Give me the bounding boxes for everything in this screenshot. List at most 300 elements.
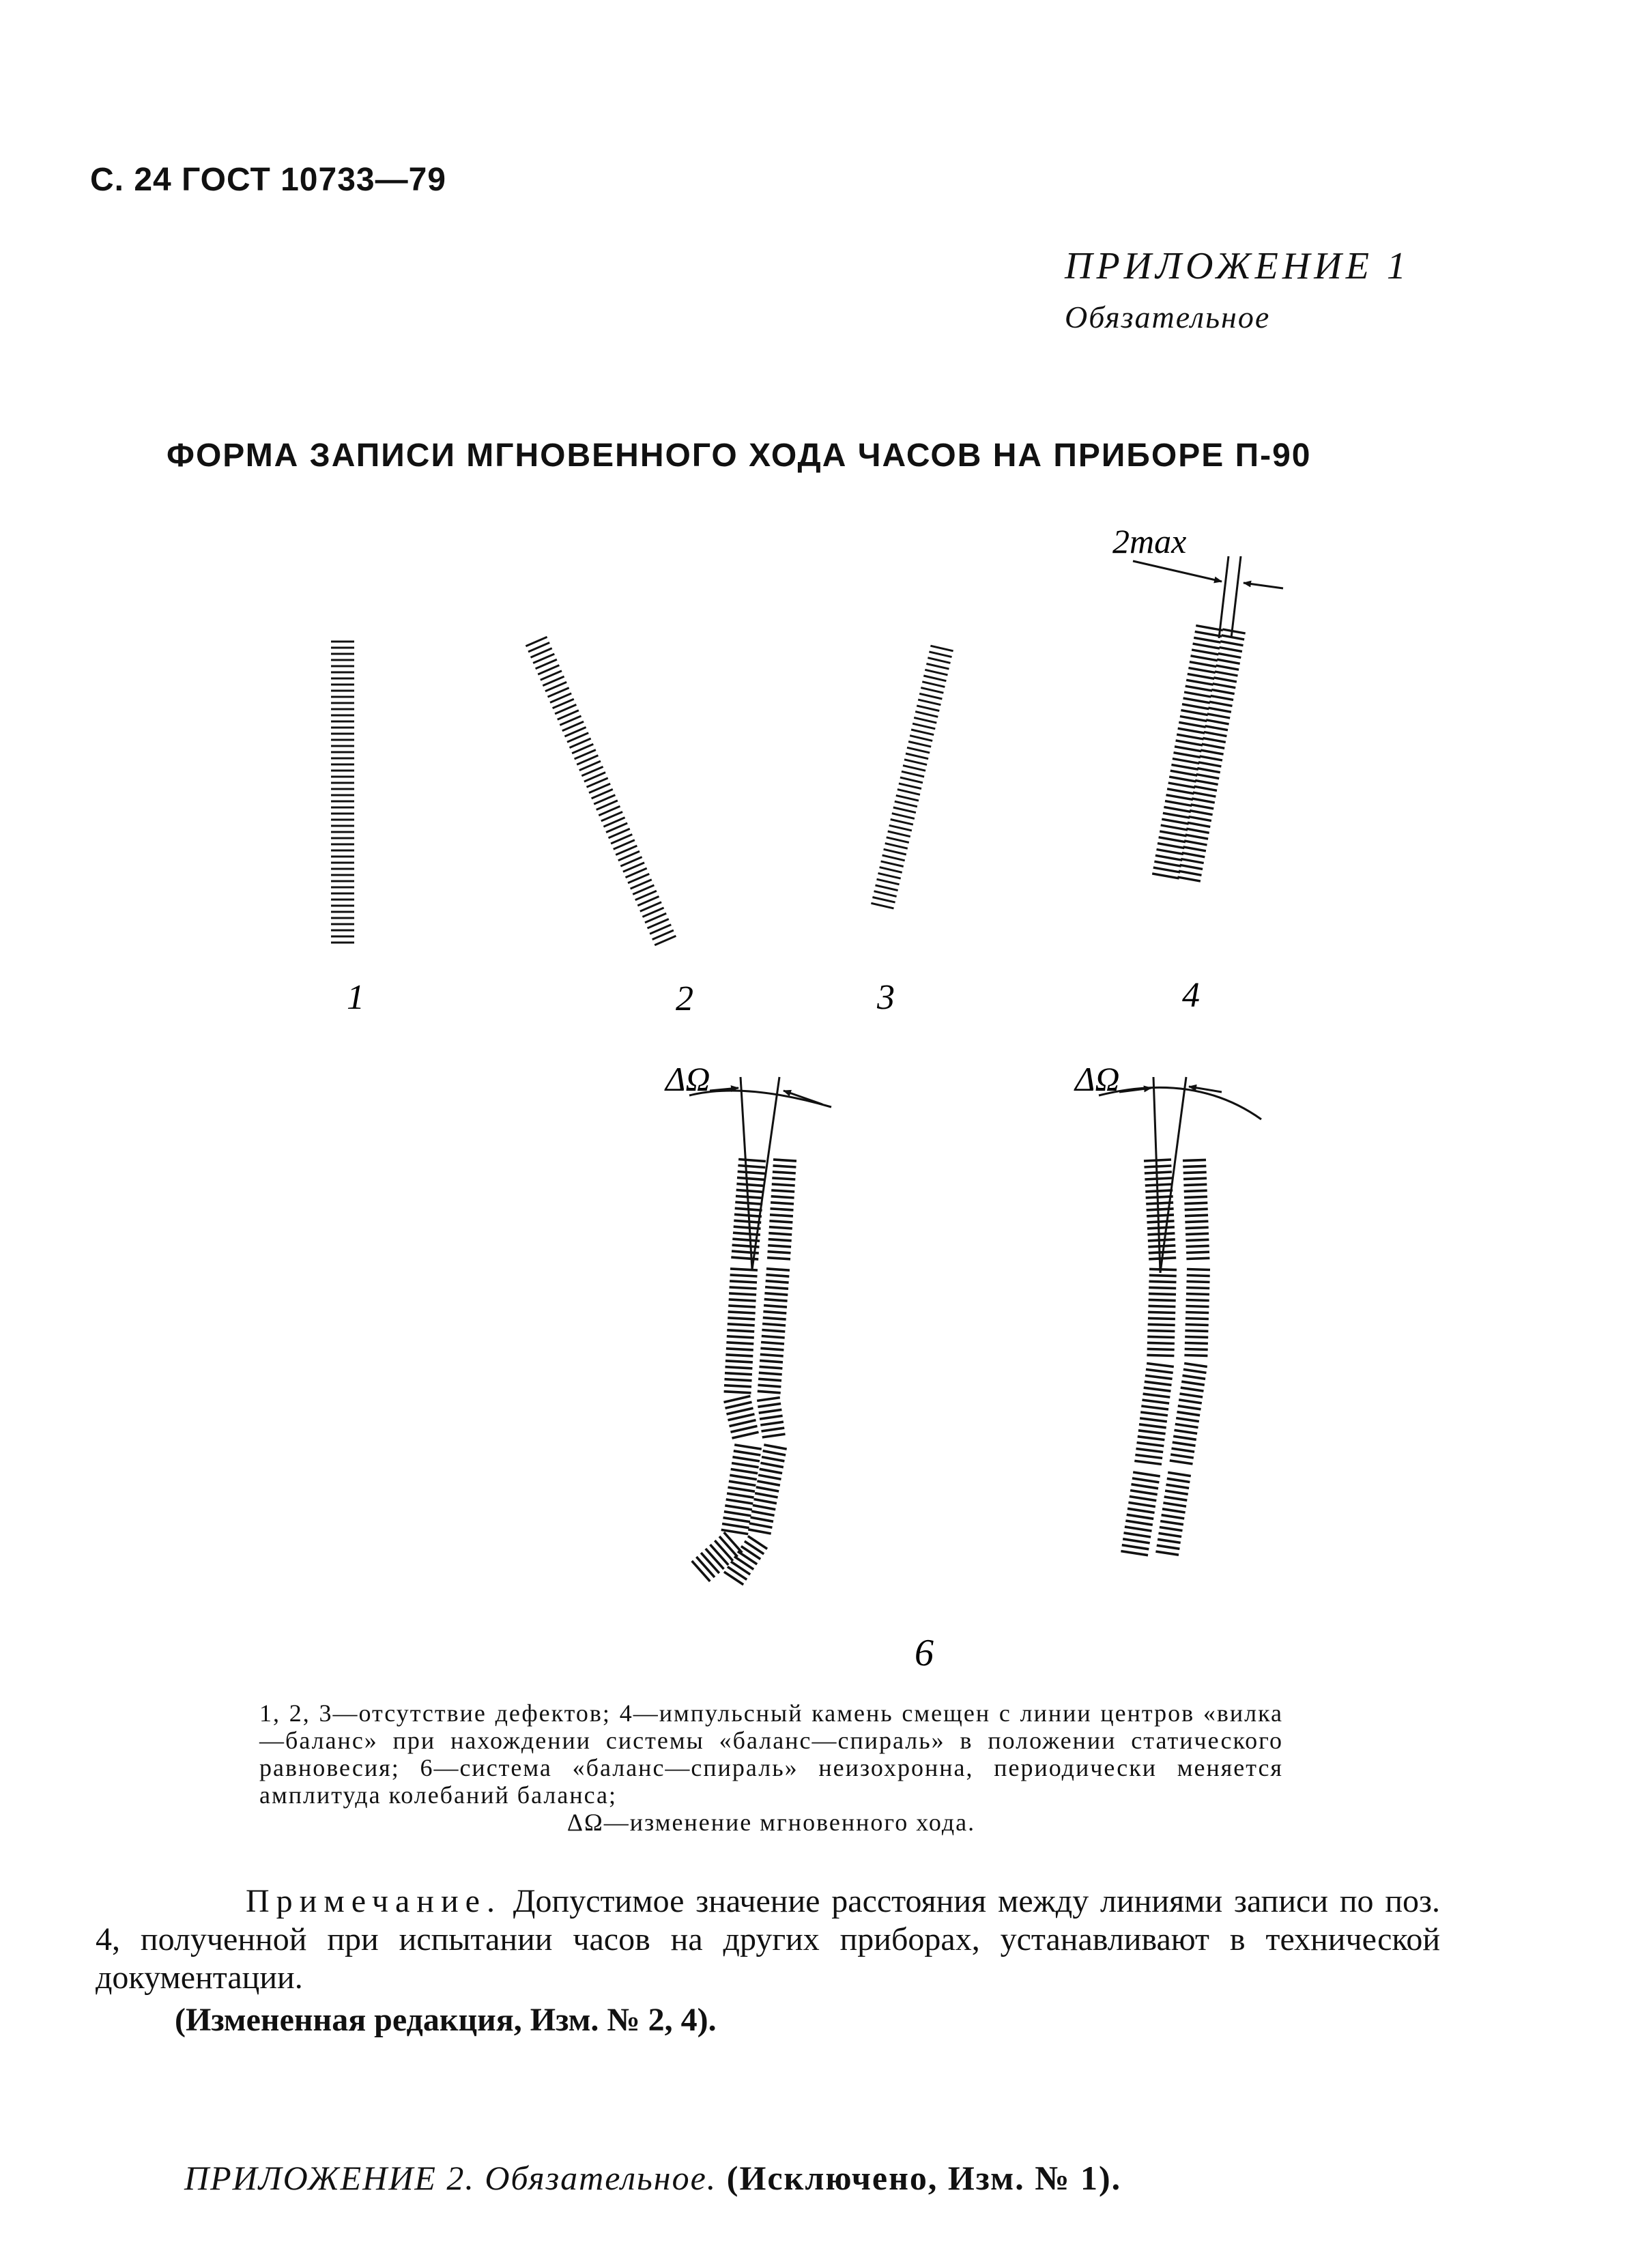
- trace-tick: [1213, 684, 1236, 688]
- trace-tick: [764, 1293, 788, 1295]
- note-text: Допустимое значение расстояния между линиями записи по поз. 4, полученной при испытании часов на других приборах, устанавливают в технической документации.: [96, 1883, 1441, 1996]
- page-header: С. 24 ГОСТ 10733—79: [90, 162, 446, 198]
- appendix2-line: [184, 2158, 1121, 2198]
- trace-tick: [911, 730, 934, 735]
- trace-tick: [1193, 644, 1220, 648]
- trace-tick: [878, 873, 901, 878]
- trace-tick: [724, 1532, 743, 1553]
- trace-tick: [919, 693, 942, 699]
- trace-tick: [751, 1517, 773, 1521]
- trace-tick: [1185, 1343, 1208, 1344]
- trace-tick: [917, 706, 939, 711]
- trace-tick: [1193, 792, 1216, 796]
- trace-tick: [1186, 686, 1212, 691]
- appendix2-title: ПРИЛОЖЕНИЕ 2. Обязательное.: [184, 2159, 717, 2197]
- trace-tick: [929, 652, 951, 657]
- trace-tick: [719, 1536, 738, 1557]
- trace-tick: [771, 1209, 794, 1210]
- note-paragraph: [96, 1882, 1440, 1997]
- trace-tick: [736, 1183, 764, 1186]
- trace-tick: [758, 1385, 781, 1387]
- trace-tick: [874, 891, 897, 897]
- trace-tick: [730, 1420, 756, 1426]
- trace-tick: [895, 801, 917, 807]
- trace-tick: [1149, 1281, 1177, 1282]
- trace-tick: [881, 861, 904, 867]
- label-delta-omega-right: ΔΩ: [1075, 1060, 1120, 1098]
- trace-tick: [710, 1545, 729, 1565]
- record-label-2: 2: [676, 979, 693, 1018]
- trace-tick: [724, 1572, 743, 1585]
- trace-tick: [1183, 698, 1210, 703]
- trace-tick: [715, 1540, 733, 1561]
- trace-tick: [730, 1275, 758, 1276]
- trace-tick: [727, 1493, 754, 1497]
- trace-tick: [1155, 855, 1182, 860]
- trace-tick: [1132, 1484, 1159, 1489]
- trace-tick: [1186, 835, 1208, 839]
- trace-tick: [1147, 1227, 1175, 1229]
- trace-tick: [1170, 1461, 1193, 1464]
- trace-tick: [1181, 1388, 1204, 1391]
- trace-tick: [751, 1511, 774, 1515]
- trace-tick: [1162, 819, 1188, 824]
- trace-tick: [1163, 1503, 1186, 1506]
- trace-tick: [896, 795, 919, 801]
- trace-tick: [768, 1246, 791, 1247]
- trace-tick: [729, 1300, 756, 1301]
- label-2max: 2max: [1112, 522, 1187, 560]
- trace-tick: [1147, 1336, 1175, 1337]
- trace-tick: [1162, 1515, 1185, 1519]
- trace-tick: [758, 1391, 781, 1393]
- trace-tick: [768, 1233, 792, 1235]
- trace-tick: [1200, 756, 1222, 760]
- trace-tick: [1155, 1551, 1179, 1555]
- record-traces: [331, 626, 1246, 1585]
- trace-tick: [769, 1221, 792, 1222]
- trace-tick: [726, 1349, 753, 1350]
- trace-tick: [872, 898, 895, 903]
- trace-tick: [871, 903, 893, 908]
- trace-tick: [1196, 775, 1220, 779]
- trace-tick: [738, 1551, 757, 1564]
- trace-tick: [906, 753, 928, 759]
- trace-tick: [1137, 1443, 1164, 1446]
- trace-tick: [1194, 786, 1218, 790]
- trace-tick: [1185, 1221, 1208, 1222]
- trace-tick: [1176, 741, 1203, 745]
- trace-tick: [770, 1215, 793, 1216]
- trace-tick: [1211, 690, 1235, 694]
- trace-tick: [724, 1386, 751, 1387]
- trace-tick: [1163, 813, 1190, 818]
- trace-tick: [1183, 1369, 1207, 1373]
- trace-tick: [762, 1457, 784, 1461]
- trace-tick: [1211, 695, 1234, 700]
- trace-tick: [1183, 847, 1206, 851]
- trace-tick: [756, 1487, 779, 1491]
- trace-tick: [1178, 1406, 1201, 1409]
- trace-tick: [771, 1190, 794, 1192]
- trace-tick: [1178, 728, 1205, 733]
- trace-tick: [701, 1553, 719, 1573]
- trace-tick: [725, 1367, 753, 1368]
- trace-tick: [725, 1379, 752, 1381]
- trace-tick: [706, 1549, 724, 1569]
- record-label-3: 3: [877, 978, 895, 1017]
- trace-tick: [1218, 653, 1241, 657]
- trace-tick: [1160, 1527, 1183, 1531]
- trace-tick: [930, 646, 953, 651]
- trace-tick: [907, 747, 930, 753]
- trace-tick: [1148, 1318, 1175, 1319]
- trace-tick: [1169, 777, 1196, 781]
- trace-tick: [1186, 680, 1213, 685]
- trace-tick: [1220, 642, 1243, 646]
- trace-tick: [1145, 1172, 1172, 1173]
- trace-tick: [900, 777, 923, 783]
- trace-tick: [771, 1196, 794, 1198]
- trace-tick: [725, 1355, 753, 1356]
- trace-tick: [1147, 1221, 1175, 1222]
- trace-tick: [763, 1318, 786, 1320]
- trace-tick: [1168, 1472, 1191, 1476]
- trace-tick: [1188, 674, 1214, 678]
- trace-tick: [1167, 1478, 1190, 1482]
- trace-tick: [1152, 874, 1179, 878]
- trace-tick: [722, 1524, 749, 1528]
- trace-tick: [1192, 650, 1218, 655]
- trace-tick: [1186, 1294, 1209, 1295]
- trace-tick: [758, 1379, 781, 1381]
- trace-tick: [1198, 762, 1222, 766]
- trace-tick: [882, 855, 905, 861]
- trace-tick: [762, 1324, 786, 1326]
- caption-text-last: ΔΩ—изменение мгновенного хода.: [566, 1809, 976, 1836]
- trace-tick: [1213, 678, 1237, 682]
- trace-tick: [728, 1312, 756, 1313]
- trace-tick: [1168, 783, 1195, 788]
- figure-caption: [259, 1699, 1283, 1836]
- trace-tick: [1181, 710, 1207, 715]
- appendix-status: Обязательное: [1065, 300, 1271, 334]
- trace-tick: [748, 1530, 771, 1534]
- trace-tick: [728, 1306, 756, 1307]
- trace-tick: [1138, 1437, 1165, 1440]
- trace-tick: [1144, 1160, 1171, 1161]
- trace-tick: [760, 1469, 782, 1473]
- trace-tick: [1170, 771, 1197, 775]
- trace-tick: [734, 1451, 761, 1455]
- trace-tick: [1138, 1431, 1166, 1434]
- trace-tick: [754, 1499, 777, 1504]
- trace-tick: [1145, 1184, 1173, 1186]
- trace-tick: [1183, 1184, 1207, 1185]
- trace-tick: [1125, 1521, 1153, 1525]
- trace-tick: [726, 1499, 753, 1504]
- trace-tick: [1141, 1406, 1168, 1409]
- trace-tick: [928, 658, 950, 663]
- trace-tick: [729, 1481, 756, 1485]
- trace-tick: [1177, 877, 1201, 881]
- trace-tick: [1185, 1349, 1208, 1350]
- trace-tick: [1186, 1306, 1209, 1307]
- trace-tick: [1170, 1454, 1194, 1458]
- label-delta-omega-left: ΔΩ: [665, 1060, 710, 1098]
- trace-tick: [1186, 1288, 1209, 1289]
- trace-tick: [1176, 1418, 1199, 1422]
- trace-tick: [897, 790, 920, 795]
- trace-tick: [758, 1404, 781, 1407]
- trace-tick: [1135, 1455, 1162, 1459]
- trace-tick: [1192, 799, 1215, 803]
- appendix-title: ПРИЛОЖЕНИЕ 1: [1065, 245, 1410, 287]
- trace-tick: [1160, 831, 1186, 836]
- trace-tick: [913, 723, 935, 729]
- trace-tick: [1186, 1239, 1209, 1240]
- trace-tick: [1195, 631, 1222, 636]
- trace-tick: [725, 1506, 752, 1510]
- trace-tick: [1172, 1448, 1195, 1452]
- trace-tick: [1147, 1215, 1174, 1216]
- trace-tick: [1196, 626, 1222, 631]
- trace-tick: [1183, 1178, 1207, 1179]
- trace-tick: [887, 837, 909, 843]
- trace-tick: [1161, 825, 1188, 830]
- trace-tick: [1220, 648, 1242, 652]
- trace-tick: [1180, 865, 1203, 869]
- trace-tick: [1186, 1233, 1209, 1234]
- trace-tick: [899, 784, 921, 789]
- trace-tick: [760, 1360, 783, 1362]
- trace-tick: [724, 1396, 751, 1403]
- trace-tick: [904, 760, 927, 765]
- trace-tick: [738, 1172, 765, 1174]
- trace-tick: [732, 1457, 760, 1461]
- trace-tick: [1191, 805, 1214, 809]
- trace-tick: [734, 1445, 762, 1449]
- trace-tick: [728, 1318, 755, 1319]
- trace-tick: [908, 742, 931, 747]
- trace-tick: [915, 712, 938, 717]
- note-block: [96, 1882, 1440, 1997]
- trace-tick: [1205, 726, 1228, 730]
- trace-tick: [1184, 1355, 1207, 1356]
- note-label: Примечание.: [246, 1883, 502, 1919]
- trace-tick: [1145, 1381, 1172, 1385]
- trace-tick: [1183, 1375, 1206, 1379]
- trace-tick: [757, 1481, 780, 1485]
- trace-tick: [1191, 656, 1218, 661]
- record-label-6: 6: [915, 1632, 934, 1674]
- trace-tick: [761, 1343, 784, 1345]
- trace-tick: [759, 1409, 782, 1413]
- trace-tick: [1166, 1484, 1190, 1488]
- trace-tick: [1164, 807, 1190, 812]
- trace-tick: [910, 736, 932, 741]
- trace-tick: [1130, 1497, 1157, 1501]
- trace-tick: [1184, 1190, 1207, 1191]
- trace-tick: [734, 1226, 761, 1229]
- trace-tick: [1159, 837, 1186, 842]
- trace-tick: [1149, 1275, 1177, 1276]
- trace-tick: [1202, 744, 1224, 748]
- trace-tick: [1186, 1227, 1209, 1228]
- trace-tick: [1139, 1424, 1166, 1428]
- trace-tick: [764, 1445, 786, 1449]
- trace-tick: [1208, 708, 1231, 712]
- trace-tick: [755, 1493, 778, 1497]
- trace-tick: [731, 1562, 750, 1575]
- trace-tick: [1167, 789, 1194, 794]
- trace-tick: [1179, 871, 1202, 875]
- trace-tick: [736, 1196, 763, 1198]
- trace-tick: [738, 1166, 765, 1168]
- trace-tick: [762, 1336, 785, 1338]
- trace-tick: [771, 1203, 794, 1204]
- trace-tick: [1173, 759, 1199, 764]
- trace-tick: [1148, 1324, 1175, 1325]
- trace-tick: [1121, 1551, 1148, 1555]
- trace-tick: [1190, 662, 1216, 667]
- trace-tick: [767, 1258, 790, 1259]
- trace-tick: [1204, 732, 1226, 736]
- trace-tick: [769, 1227, 792, 1229]
- trace-tick: [1153, 867, 1180, 872]
- trace-tick: [737, 1177, 764, 1179]
- trace-tick: [766, 1275, 789, 1277]
- trace-tick: [1162, 1509, 1186, 1512]
- trace-tick: [1128, 1502, 1155, 1506]
- trace-tick: [1149, 1287, 1176, 1288]
- trace-tick: [1160, 1521, 1183, 1525]
- trace-tick: [773, 1160, 796, 1161]
- trace-tick: [1174, 753, 1201, 758]
- trace-tick: [925, 670, 947, 675]
- trace-tick: [1186, 1258, 1209, 1259]
- record-label-1: 1: [347, 978, 364, 1017]
- trace-tick: [1173, 1436, 1196, 1439]
- trace-tick: [764, 1306, 787, 1308]
- trace-tick: [1186, 1300, 1209, 1301]
- trace-tick: [926, 664, 949, 670]
- trace-tick: [1147, 1330, 1175, 1331]
- trace-tick: [768, 1239, 792, 1241]
- trace-tick: [1216, 665, 1239, 670]
- trace-tick: [727, 1330, 754, 1332]
- trace-tick: [730, 1269, 758, 1270]
- trace-tick: [731, 1469, 758, 1474]
- trace-tick: [1180, 717, 1207, 721]
- trace-tick: [760, 1348, 784, 1350]
- trace-tick: [1175, 1424, 1198, 1428]
- figure-title: ФОРМА ЗАПИСИ МГНОВЕННОГО ХОДА ЧАСОВ НА ПРИБОРЕ П-90: [167, 437, 1312, 474]
- trace-tick: [1175, 1430, 1198, 1433]
- trace-tick: [1194, 637, 1220, 642]
- trace-tick: [1140, 1418, 1167, 1422]
- trace-tick: [921, 688, 943, 693]
- trace-tick: [1125, 1527, 1152, 1531]
- trace-tick: [728, 1487, 756, 1491]
- trace-tick: [1207, 714, 1230, 718]
- trace-tick: [1146, 1196, 1173, 1198]
- trace-tick: [888, 831, 910, 837]
- dimension-delta-omega-left: [664, 1060, 831, 1269]
- trace-tick: [724, 1512, 751, 1516]
- trace-tick: [773, 1172, 796, 1173]
- trace-tick: [1130, 1491, 1158, 1495]
- trace-tick: [1184, 841, 1207, 845]
- trace-tick: [766, 1269, 790, 1270]
- trace-tick: [1183, 1172, 1207, 1173]
- trace-tick: [1145, 1375, 1173, 1379]
- trace-tick: [732, 1463, 759, 1467]
- trace-tick: [922, 682, 945, 687]
- trace-tick: [1184, 1364, 1207, 1367]
- trace-tick: [1132, 1478, 1160, 1482]
- trace-tick: [1164, 1497, 1188, 1500]
- trace-tick: [760, 1366, 783, 1368]
- trace-tick: [763, 1312, 786, 1314]
- trace-tick: [1201, 750, 1223, 754]
- trace-tick: [760, 1416, 783, 1419]
- trace-tick: [903, 766, 925, 771]
- trace-tick: [892, 814, 915, 819]
- trace-tick: [1181, 1381, 1205, 1385]
- trace-tick: [726, 1343, 753, 1344]
- trace-tick: [734, 1220, 761, 1222]
- trace-tick: [692, 1561, 710, 1581]
- trace-tick: [891, 820, 913, 825]
- trace-tick: [1177, 1412, 1201, 1416]
- trace-tick: [1190, 811, 1213, 815]
- trace-tick: [918, 700, 940, 705]
- trace-tick: [1134, 1461, 1162, 1464]
- trace-tick: [772, 1178, 795, 1179]
- trace-tick: [1182, 853, 1205, 857]
- trace-tick: [1145, 1166, 1172, 1167]
- trace-tick: [1189, 817, 1211, 821]
- trace-tick: [1179, 722, 1205, 727]
- trace-tick: [723, 1518, 751, 1522]
- trace-tick: [1197, 769, 1220, 773]
- trace-tick: [1217, 659, 1240, 663]
- trace-tick: [1195, 780, 1218, 784]
- trace-tick: [1136, 1449, 1164, 1452]
- trace-tick: [1124, 1533, 1151, 1537]
- trace-tick: [1188, 668, 1215, 673]
- trace-tick: [758, 1475, 781, 1479]
- trace-record-6d: [1155, 1160, 1210, 1555]
- trace-tick: [914, 717, 936, 723]
- trace-tick: [1171, 764, 1198, 769]
- trace-tick: [1148, 1246, 1175, 1247]
- trace-tick: [1180, 1394, 1203, 1397]
- trace-tick: [730, 1287, 757, 1289]
- trace-tick: [1133, 1472, 1160, 1476]
- trace-tick: [1147, 1233, 1175, 1235]
- trace-record-1: [331, 642, 354, 943]
- trace-tick: [773, 1166, 796, 1167]
- trace-tick: [1145, 1190, 1173, 1192]
- trace-tick: [753, 1505, 775, 1509]
- trace-tick: [1165, 801, 1192, 806]
- trace-tick: [1166, 795, 1193, 800]
- trace-tick: [728, 1324, 755, 1325]
- trace-tick: [1184, 1196, 1207, 1197]
- trace-tick: [696, 1557, 715, 1577]
